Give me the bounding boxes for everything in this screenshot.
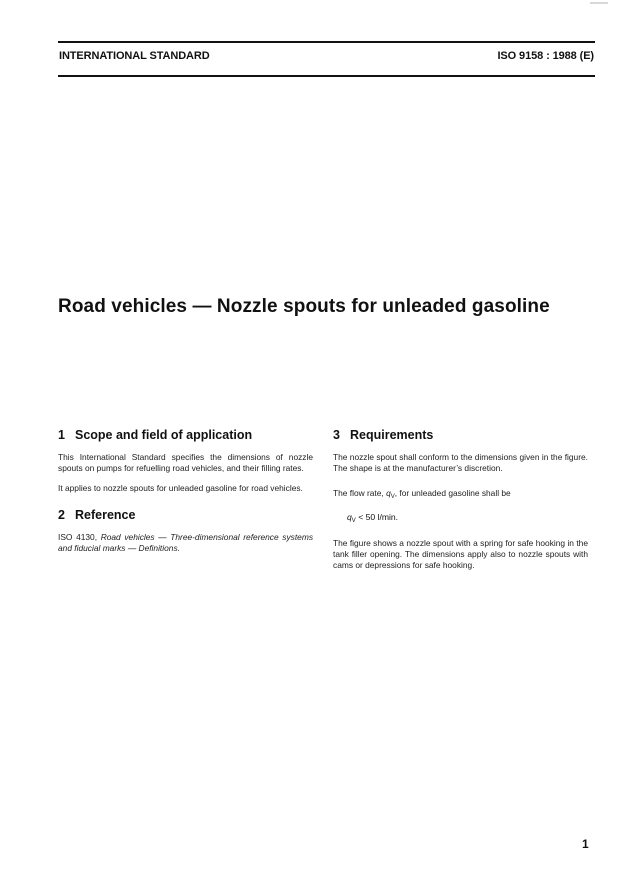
flow-rate-intro: The flow rate, — [333, 488, 384, 498]
page-number: 1 — [582, 837, 589, 851]
paragraph: It applies to nozzle spouts for unleaded gasoline for road vehicles. — [58, 483, 303, 493]
section-heading — [58, 508, 313, 522]
reference-entry — [58, 532, 313, 554]
section-title: Requirements — [350, 428, 434, 442]
section-scope — [58, 428, 313, 494]
reference-code: ISO 4130, — [58, 532, 98, 542]
section-heading — [58, 428, 313, 442]
symbol: q — [386, 488, 391, 498]
formula-rest: < 50 l/min. — [358, 512, 399, 522]
symbol: q — [347, 512, 352, 522]
standard-number: ISO 9158 : 1988 (E) — [497, 50, 594, 62]
flow-rate-formula — [347, 512, 588, 524]
paragraph: The figure shows a nozzle spout with a spring for safe hooking in the tank filler opening. The dimensions apply also to nozzle spouts with cams or depressions for safe hooking. — [333, 538, 588, 570]
section-requirements — [333, 428, 588, 571]
section-heading — [333, 428, 588, 442]
section-number: 1 — [58, 428, 65, 442]
header-rule-bottom — [58, 75, 595, 77]
symbol-subscript: V — [351, 518, 356, 524]
section-reference — [58, 508, 313, 554]
section-number: 3 — [333, 428, 340, 442]
flow-rate-text: for unleaded gasoline shall be — [399, 488, 511, 498]
reference-title: Road vehicles — Three-dimensional reference systems and fiducial marks — Definitions. — [58, 532, 314, 553]
right-column — [333, 428, 588, 580]
section-number: 2 — [58, 508, 65, 522]
scan-artifact — [590, 2, 608, 4]
paragraph-flow-rate: The flow rate, $q_V$, for unleaded gasoline shall be — [333, 488, 511, 500]
symbol-subscript: V — [390, 494, 395, 500]
document-title: Road vehicles — Nozzle spouts for unleaded gasoline — [58, 296, 550, 317]
paragraph: The nozzle spout shall conform to the dimensions given in the figure. The shape is at the manufacturer’s discretion. — [333, 452, 588, 473]
document-type-label: INTERNATIONAL STANDARD — [59, 50, 210, 62]
paragraph: This International Standard specifies the dimensions of nozzle spouts on pumps for refuelling road vehicles, and their filling rates. — [58, 452, 313, 473]
left-column — [58, 428, 313, 563]
section-title: Reference — [75, 508, 136, 522]
header-rule-top — [58, 41, 595, 43]
section-title: Scope and field of application — [75, 428, 253, 442]
